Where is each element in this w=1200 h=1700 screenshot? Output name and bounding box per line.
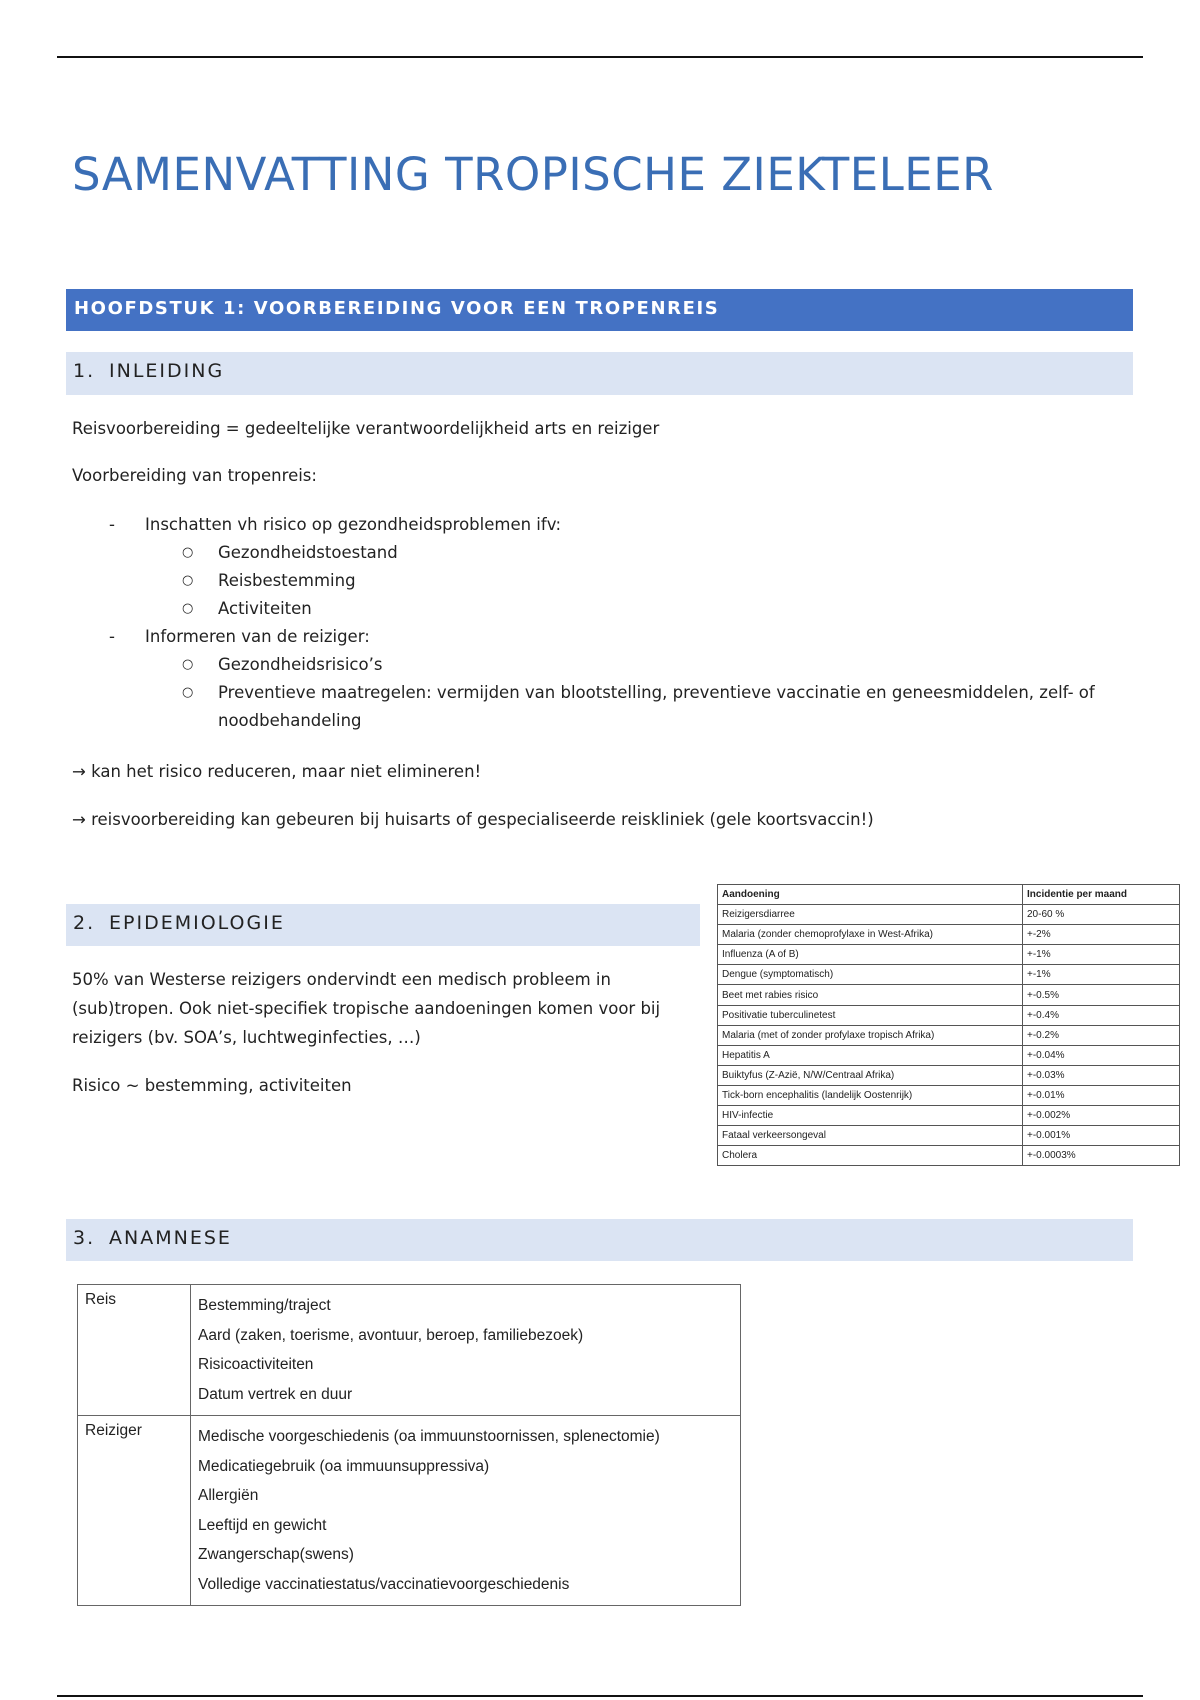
bottom-rule — [57, 1695, 1143, 1697]
circle-bullet-icon: ○ — [182, 601, 194, 616]
list-item: Allergiën — [198, 1487, 259, 1504]
circle-bullet-icon: ○ — [182, 573, 194, 588]
list-item: ○ Preventieve maatregelen: vermijden van blootstelling, preventieve vaccinatie en geneesmiddelen, zelf- of noodbehandeling — [218, 679, 1098, 735]
intro-paragraph-1: Reisvoorbereiding = gedeeltelijke verantwoordelijkheid arts en reiziger — [72, 419, 660, 438]
column-header: Incidentie per maand — [1023, 885, 1180, 905]
epidemiology-paragraph: 50% van Westerse reizigers ondervindt een medisch probleem in (sub)tropen. Ook niet-specifiek tropische aandoeningen komen voor bij reizigers (bv. SOA’s, luchtweginfecties, …) — [72, 970, 661, 1047]
list-item: ○ Gezondheidstoestand — [218, 539, 398, 567]
dash-marker: - — [109, 627, 115, 646]
note-arrow-2: → reisvoorbereiding kan gebeuren bij huisarts of gespecialiseerde reiskliniek (gele koortsvaccin!) — [72, 810, 874, 829]
circle-bullet-icon: ○ — [182, 657, 194, 672]
anamnese-table — [77, 1284, 741, 1606]
section-number: 3. — [73, 1227, 96, 1249]
document-title: SAMENVATTING TROPISCHE ZIEKTELEER — [72, 148, 994, 201]
table-row: HIV-infectie +-0.002% — [718, 1106, 1180, 1126]
table-row: Positivatie tuberculinetest +-0.4% — [718, 1005, 1180, 1025]
section-label: EPIDEMIOLOGIE — [109, 912, 285, 934]
table-row: Tick-born encephalitis (landelijk Oostenrijk) +-0.01% — [718, 1085, 1180, 1105]
table-row: Influenza (A of B) +-1% — [718, 945, 1180, 965]
circle-bullet-icon: ○ — [182, 685, 194, 700]
section-number: 2. — [73, 912, 96, 934]
section-label: INLEIDING — [109, 360, 225, 382]
note-arrow-1: → kan het risico reduceren, maar niet elimineren! — [72, 762, 482, 781]
table-row: Beet met rabies risico +-0.5% — [718, 985, 1180, 1005]
section-heading-inleiding — [66, 352, 1133, 395]
epidemiology-risk: Risico ~ bestemming, activiteiten — [72, 1076, 352, 1095]
table-row: Fataal verkeersongeval +-0.001% — [718, 1126, 1180, 1146]
section-heading-anamnese — [66, 1219, 1133, 1261]
table-row: Reizigersdiarree 20-60 % — [718, 905, 1180, 925]
items-cell — [191, 1416, 741, 1606]
section-label: ANAMNESE — [109, 1227, 232, 1249]
items-cell — [191, 1285, 741, 1416]
list-item: Datum vertrek en duur — [198, 1385, 353, 1403]
list-item: - Informeren van de reiziger: — [145, 623, 370, 651]
list-item: Volledige vaccinatiestatus/vaccinatievoorgeschiedenis — [198, 1575, 570, 1593]
section-heading-epidemiologie — [66, 904, 700, 946]
circle-bullet-icon: ○ — [182, 545, 194, 560]
list-item: ○ Activiteiten — [218, 595, 312, 623]
category-cell: Reis — [78, 1285, 191, 1416]
top-rule — [57, 56, 1143, 58]
list-item: Zwangerschap(swens) — [198, 1546, 354, 1563]
category-cell: Reiziger — [78, 1416, 191, 1606]
table-header-row — [718, 885, 1180, 905]
chapter-heading: HOOFDSTUK 1: VOORBEREIDING VOOR EEN TROPENREIS — [66, 289, 1133, 331]
list-item: Bestemming/traject — [198, 1297, 331, 1314]
table-row: Hepatitis A +-0.04% — [718, 1045, 1180, 1065]
list-item: - Inschatten vh risico op gezondheidsproblemen ifv: — [145, 511, 561, 539]
table-row: Dengue (symptomatisch) +-1% — [718, 965, 1180, 985]
incidence-table — [717, 884, 1180, 1166]
table-row — [78, 1285, 741, 1416]
table-row: Cholera +-0.0003% — [718, 1146, 1180, 1166]
section-number: 1. — [73, 360, 96, 382]
intro-paragraph-2: Voorbereiding van tropenreis: — [72, 466, 317, 485]
list-item: Medische voorgeschiedenis (oa immuunstoornissen, splenectomie) — [198, 1428, 660, 1445]
table-row: Malaria (met of zonder profylaxe tropisch Afrika) +-0.2% — [718, 1025, 1180, 1045]
column-header: Aandoening — [718, 885, 1023, 905]
dash-marker: - — [109, 515, 115, 534]
list-item: ○ Reisbestemming — [218, 567, 356, 595]
table-row: Malaria (zonder chemoprofylaxe in West-Afrika) +-2% — [718, 925, 1180, 945]
list-item: Aard (zaken, toerisme, avontuur, beroep, familiebezoek) — [198, 1326, 584, 1344]
list-item: ○ Gezondheidsrisico’s — [218, 651, 382, 679]
table-row: Buiktyfus (Z-Azië, N/W/Centraal Afrika) +-0.03% — [718, 1065, 1180, 1085]
list-item: Leeftijd en gewicht — [198, 1516, 327, 1534]
table-row — [78, 1416, 741, 1606]
list-item: Risicoactiviteiten — [198, 1356, 314, 1373]
list-item: Medicatiegebruik (oa immuunsuppressiva) — [198, 1457, 490, 1475]
